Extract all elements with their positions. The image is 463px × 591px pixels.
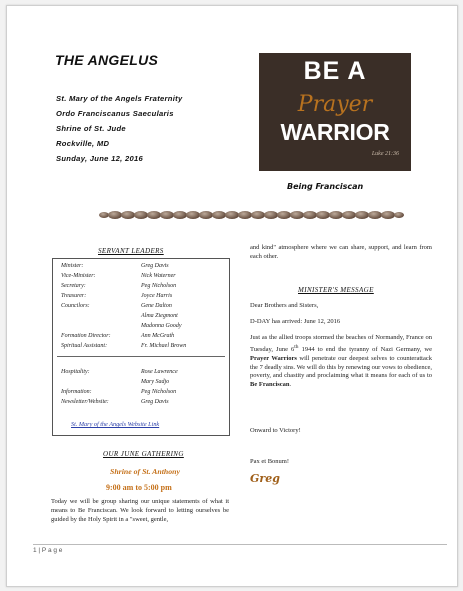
leader-role: Formation Director:: [61, 333, 111, 339]
leader-role: Information:: [61, 389, 92, 395]
gathering-shrine: Shrine of St. Anthony: [110, 467, 180, 476]
leader-role: Hospitality:: [61, 369, 90, 375]
bead: [264, 211, 278, 219]
bead: [225, 211, 239, 219]
leader-role: Councilors:: [61, 303, 90, 309]
prayer-warrior-banner: [259, 53, 411, 171]
tagline: Being Franciscan: [287, 182, 364, 191]
onward-line: Onward to Victory!: [250, 427, 301, 434]
bead: [342, 211, 356, 219]
bead: [368, 211, 382, 219]
leader-name: Peg Nicholson: [141, 389, 177, 395]
prayer-warriors-emphasis: Prayer Warriors: [250, 354, 297, 362]
leader-name: Rose Lawrence: [141, 369, 178, 375]
leader-name: Mary Sadjo: [141, 379, 170, 385]
message-body-superscript: th: [294, 343, 299, 350]
fraternity-name: St. Mary of the Angels Fraternity: [56, 94, 183, 103]
bead: [121, 211, 135, 219]
message-body-part-2: 1944 to end the tyranny of Nazi Germany, we: [298, 345, 432, 353]
bead: [355, 211, 369, 219]
continuation-text: and kind" atmosphere where we can share, support, and learn from each other.: [250, 244, 432, 260]
bead: [199, 211, 213, 219]
message-body-part-3: will penetrate our deepest selves to counterattack the 7 deadly sins. We will do this by renewing our vows to obedience, poverty, and chastity and proclaiming what it means for each of us to: [250, 354, 432, 380]
bead: [134, 211, 148, 219]
leader-name: Greg Davis: [141, 263, 169, 269]
leader-name: Madonna Goody: [141, 323, 182, 329]
bead: [212, 211, 226, 219]
gathering-heading: OUR JUNE GATHERING: [103, 450, 184, 458]
banner-line-2: Prayer: [297, 92, 373, 117]
leader-name: Nick Waterner: [141, 273, 176, 279]
banner-scripture-ref: Luke 21:36: [371, 151, 399, 157]
bead: [173, 211, 187, 219]
bead: [381, 211, 395, 219]
newsletter-page: [6, 5, 458, 587]
bead: [160, 211, 174, 219]
order-name: Ordo Franciscanus Saecularis: [56, 109, 174, 118]
closing-line: Pax et Bonum!: [250, 458, 289, 465]
banner-line-1: BE A: [303, 57, 367, 85]
bead: [186, 211, 200, 219]
ministers-message-heading: MINISTER'S MESSAGE: [298, 286, 374, 294]
footer-divider: [33, 544, 447, 545]
gathering-time: 9:00 am to 5:00 pm: [106, 483, 172, 492]
bead-row: [99, 211, 403, 219]
message-body-part-1: Just as the allied troops stormed the beaches of Normandy, France on Tuesday, June 6: [250, 334, 432, 353]
bead: [394, 212, 404, 218]
leaders-divider: [57, 356, 225, 357]
page-number: 1 | P a g e: [33, 547, 63, 554]
message-body-end: .: [289, 381, 292, 389]
leader-role: Secretary:: [61, 283, 86, 289]
leader-name: Fr. Michael Brown: [141, 343, 187, 349]
message-body: [250, 334, 432, 390]
banner-line-3: WARRIOR: [280, 119, 390, 145]
bead: [251, 211, 265, 219]
leader-name: Gene Dalton: [141, 303, 172, 309]
servant-leaders-box: [52, 258, 230, 436]
bead: [277, 211, 291, 219]
bead: [316, 211, 330, 219]
newsletter-title: THE ANGELUS: [55, 52, 159, 68]
servant-leaders-heading: SERVANT LEADERS: [98, 247, 164, 255]
gathering-text: Today we will be group sharing our unique statements of what it means to Be Franciscan. We look forward to letting ourselves be guided by the Holy Spirit in a "sweet, gentle,: [51, 498, 229, 523]
bead: [303, 211, 317, 219]
leader-name: Ann McGrath: [141, 333, 175, 339]
bead: [238, 211, 252, 219]
website-link[interactable]: St. Mary of the Angels Website Link: [71, 421, 160, 428]
bead: [290, 211, 304, 219]
greeting: Dear Brothers and Sisters,: [250, 302, 319, 309]
leader-role: Treasurer:: [61, 293, 87, 299]
rosary-beads-divider: [99, 203, 389, 233]
leader-role: Spiritual Assistant:: [61, 343, 108, 349]
leader-role: Vice-Minister:: [61, 273, 96, 279]
signature: Greg: [250, 472, 280, 485]
location: Rockville, MD: [56, 139, 110, 148]
bead: [108, 211, 122, 219]
leader-name: Joyce Harris: [141, 293, 173, 299]
bead: [147, 211, 161, 219]
issue-date: Sunday, June 12, 2016: [56, 154, 144, 163]
bead: [329, 211, 343, 219]
dday-line: D-DAY has arrived: June 12, 2016: [250, 318, 341, 325]
leader-role: Newsletter/Website:: [61, 399, 109, 405]
leader-name: Greg Davis: [141, 399, 169, 405]
leader-name: Alma Ziegmont: [141, 313, 178, 319]
shrine-name: Shrine of St. Jude: [56, 124, 126, 133]
be-franciscan-emphasis: Be Franciscan: [250, 381, 290, 389]
leader-name: Peg Nicholson: [141, 283, 177, 289]
leader-role: Minister:: [61, 263, 84, 269]
